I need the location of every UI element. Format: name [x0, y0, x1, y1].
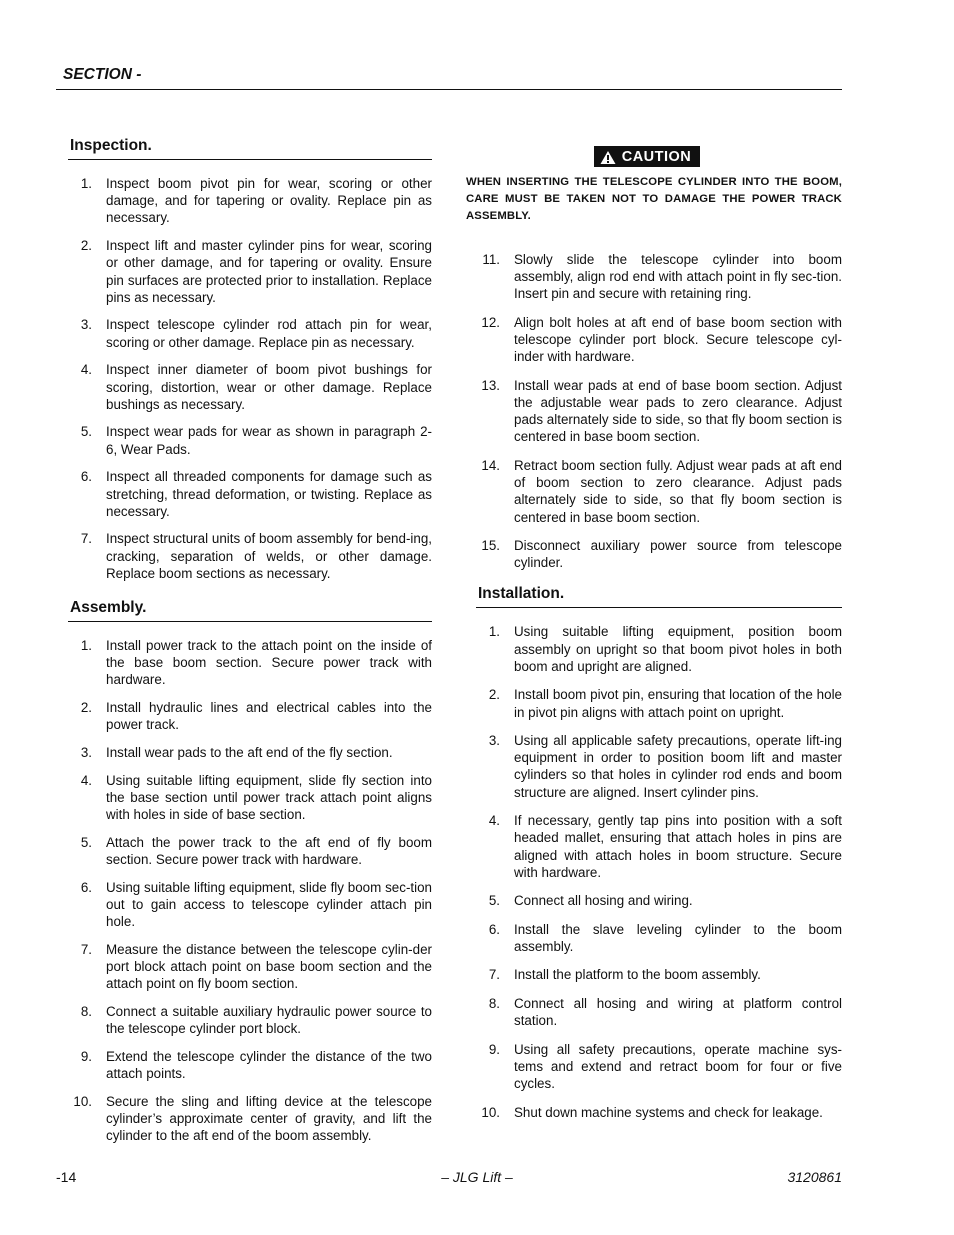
caution-banner	[452, 146, 842, 167]
list-item-number: 2.	[80, 238, 92, 254]
list-item-text: Inspect all threaded components for damage such as stretching, thread deformation, or twisting. Replace as necessary.	[106, 469, 432, 519]
list-item-number: 3.	[80, 317, 92, 333]
list-item-text: Retract boom section fully. Adjust wear pads at aft end of boom section to zero clearance. Adjust pads alternately side to side, so that fly boom section is centered in base boom section.	[514, 457, 842, 525]
document-number: 3120861	[787, 1169, 842, 1185]
list-item-text: Inspect inner diameter of boom pivot bushings for scoring, distortion, wear or other damage. Replace bushings as necessary.	[106, 362, 432, 412]
list-item	[68, 699, 432, 733]
warning-triangle-icon	[600, 150, 616, 165]
assembly-list	[68, 637, 432, 1144]
caution-message: WHEN INSERTING THE TELESCOPE CYLINDER INTO THE BOOM, CARE MUST BE TAKEN NOT TO DAMAGE THE POWER TRACK ASSEMBLY.	[466, 176, 842, 222]
list-item-text: Extend the telescope cylinder the distance of the two attach points.	[106, 1048, 432, 1082]
list-item	[68, 530, 432, 582]
list-item-number: 5.	[80, 424, 92, 440]
list-item-number: 4.	[80, 772, 92, 788]
list-item	[68, 879, 432, 931]
list-item	[476, 686, 842, 720]
list-item-number: 5.	[488, 893, 500, 909]
list-item	[476, 892, 842, 909]
list-item-number: 1.	[488, 624, 500, 640]
list-item-text: Install power track to the attach point on the inside of the base boom section. Secure power track with hardware.	[106, 638, 432, 688]
list-item	[476, 812, 842, 881]
list-item	[68, 1093, 432, 1145]
list-item-text: Slowly slide the telescope cylinder into boom assembly, align rod end with attach point in fly sec-tion. Insert pin and secure with retaining ring.	[514, 252, 842, 302]
list-item-number: 1.	[80, 638, 92, 654]
list-item-number: 8.	[488, 995, 500, 1011]
list-item-number: 9.	[80, 1048, 92, 1064]
list-item	[476, 995, 842, 1029]
list-item	[476, 251, 842, 303]
list-item-number: 14.	[481, 457, 500, 473]
list-item-number: 3.	[80, 745, 92, 761]
list-item	[476, 457, 842, 526]
list-item-number: 6.	[488, 921, 500, 937]
list-item-text: If necessary, gently tap pins into position with a soft headed mallet, ensuring that attach holes in pins are aligned with attach holes in boom structure. Secure with hardware.	[514, 813, 842, 880]
list-item-text: Install the slave leveling cylinder to the boom assembly.	[514, 921, 842, 954]
list-item	[476, 966, 842, 983]
list-item-number: 7.	[488, 967, 500, 983]
list-item-text: Shut down machine systems and check for leakage.	[514, 1104, 823, 1120]
list-item	[68, 941, 432, 993]
list-item-text: Inspect telescope cylinder rod attach pin for wear, scoring or other damage. Replace pin as necessary.	[106, 317, 432, 350]
section-header: SECTION -	[63, 66, 142, 83]
list-item	[476, 314, 842, 366]
list-item-text: Inspect lift and master cylinder pins for wear, scoring or other damage, and for tapering or ovality. Ensure pin surfaces are protected prior to installation. Replace pins as necessary.	[106, 238, 432, 305]
list-item-text: Install wear pads to the aft end of the fly section.	[106, 745, 393, 761]
list-item-text: Connect all hosing and wiring at platform control station.	[514, 995, 842, 1029]
list-item	[68, 1048, 432, 1082]
list-item-number: 11.	[482, 252, 500, 267]
left-column	[68, 137, 432, 1155]
list-item-text: Inspect boom pivot pin for wear, scoring or other damage, and for tapering or ovality. Replace pin as necessary.	[106, 176, 432, 226]
list-item-text: Install wear pads at end of base boom section. Adjust the adjustable wear pads to zero clearance. Adjust pads alternately side to side, so that fly boom section is centered in base boom section.	[514, 377, 842, 445]
list-item-number: 4.	[488, 813, 500, 829]
list-item-number: 7.	[80, 941, 92, 957]
list-item-text: Using suitable lifting equipment, slide fly boom sec-tion out to gain access to telescope cylinder attach pin hole.	[106, 879, 432, 930]
list-item-number: 8.	[80, 1004, 92, 1020]
caution-label-text: CAUTION	[621, 149, 692, 165]
list-item-text: Connect a suitable auxiliary hydraulic power source to the telescope cylinder port block.	[106, 1004, 432, 1037]
list-item	[68, 772, 432, 824]
list-item-number: 6.	[80, 879, 92, 895]
installation-list	[476, 623, 842, 1120]
caution-label	[594, 146, 701, 167]
list-item	[68, 637, 432, 689]
list-item-number: 5.	[80, 834, 92, 850]
list-item-number: 2.	[80, 700, 92, 716]
list-item-number: 7.	[80, 531, 92, 547]
list-item	[476, 921, 842, 955]
list-item-text: Using all safety precautions, operate machine sys-tems and extend and retract boom for four or five cycles.	[514, 1041, 842, 1092]
assembly-continued-list	[476, 251, 842, 571]
list-item-number: 3.	[488, 733, 500, 749]
list-item-text: Using suitable lifting equipment, slide fly section into the base section until power track attach point aligns with holes in side of base section.	[106, 772, 432, 823]
list-item	[68, 237, 432, 306]
list-item	[476, 732, 842, 801]
list-item-text: Install the platform to the boom assembly.	[514, 967, 761, 983]
list-item	[68, 468, 432, 520]
list-item-text: Install hydraulic lines and electrical cables into the power track.	[106, 700, 432, 733]
footer-brand: – JLG Lift –	[441, 1169, 513, 1185]
list-item	[68, 316, 432, 350]
list-item	[68, 361, 432, 413]
list-item-number: 13.	[481, 377, 500, 393]
list-item-text: Disconnect auxiliary power source from telescope cylinder.	[514, 538, 842, 571]
list-item-number: 1.	[80, 176, 92, 191]
list-item	[476, 537, 842, 571]
list-item-number: 2.	[488, 687, 500, 703]
page-number: -14	[56, 1169, 77, 1185]
list-item-number: 10.	[73, 1093, 92, 1109]
list-item-number: 9.	[488, 1041, 500, 1057]
list-item	[68, 744, 432, 761]
list-item	[476, 377, 842, 446]
inspection-heading: Inspection.	[68, 137, 432, 160]
list-item	[68, 175, 432, 227]
list-item	[68, 1003, 432, 1037]
list-item-text: Inspect wear pads for wear as shown in paragraph 2-6, Wear Pads.	[106, 424, 432, 457]
installation-heading: Installation.	[476, 585, 842, 608]
list-item-text: Secure the sling and lifting device at the telescope cylinder’s approximate center of gravity, and lift the cylinder to the aft end of the boom assembly.	[106, 1093, 432, 1144]
list-item-text: Measure the distance between the telescope cylin-der port block attach point on base boom section and the attach point on fly boom section.	[106, 941, 432, 992]
list-item	[68, 423, 432, 457]
list-item	[476, 1104, 842, 1121]
list-item-text: Inspect structural units of boom assembly for bend-ing, cracking, separation of welds, or other damage. Replace boom sections as necessary.	[106, 531, 432, 581]
list-item	[68, 834, 432, 868]
inspection-list	[68, 175, 432, 582]
list-item-text: Align bolt holes at aft end of base boom section with telescope cylinder port block. Secure telescope cyl-inder with hardware.	[514, 314, 842, 365]
list-item-text: Install boom pivot pin, ensuring that location of the hole in pivot pin aligns with attach point on upright.	[514, 687, 842, 720]
list-item-number: 10.	[481, 1104, 500, 1120]
header-divider	[56, 89, 842, 90]
list-item-text: Attach the power track to the aft end of fly boom section. Secure power track with hardware.	[106, 834, 432, 868]
list-item	[476, 1041, 842, 1093]
list-item-text: Using suitable lifting equipment, position boom assembly on upright so that boom pivot holes in both boom and upright are aligned.	[514, 624, 842, 674]
list-item	[476, 623, 842, 675]
list-item-number: 4.	[80, 362, 92, 378]
assembly-heading: Assembly.	[68, 599, 432, 622]
list-item-text: Using all applicable safety precautions, operate lift-ing equipment in order to position boom lift and master cylinders so that holes in cylinder rod ends and boom structure are aligned. Insert cylinder pins.	[514, 733, 842, 800]
list-item-number: 6.	[80, 469, 92, 485]
list-item-text: Connect all hosing and wiring.	[514, 893, 693, 909]
right-column	[466, 146, 842, 1132]
list-item-number: 15.	[481, 538, 500, 554]
list-item-number: 12.	[481, 314, 500, 330]
